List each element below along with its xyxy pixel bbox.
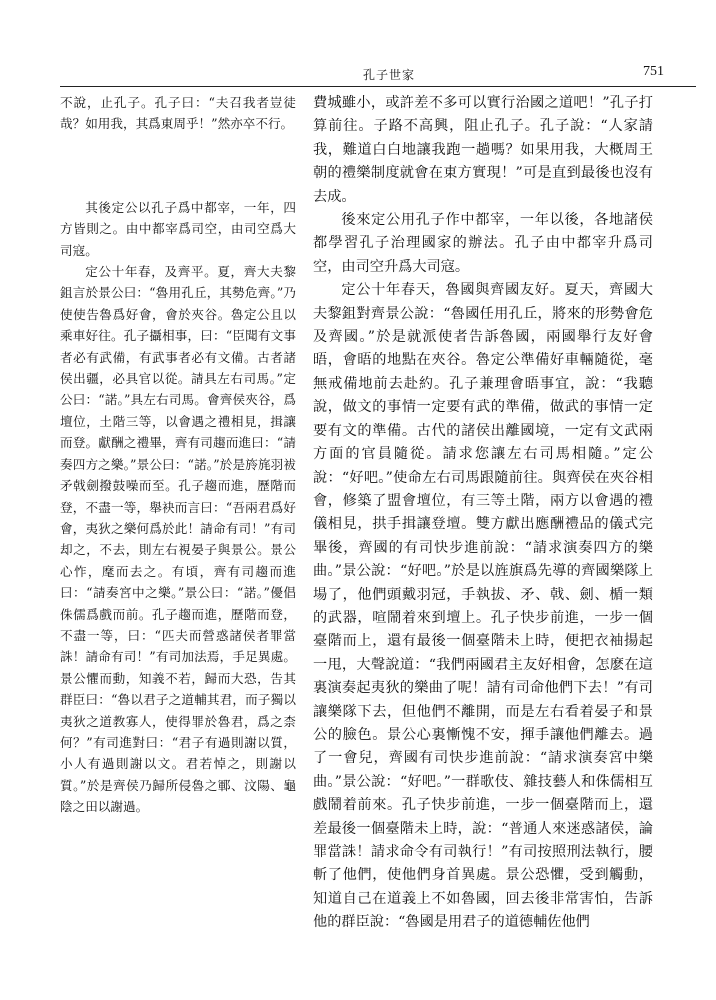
paragraph-gap	[60, 135, 296, 197]
original-paragraph-1: 其後定公以孔子爲中都宰，一年，四方皆則之。由中都宰爲司空，由司空爲大司寇。	[60, 199, 296, 258]
original-paragraph-2: 定公十年春，及齊平。夏，齊大夫黎鉏言於景公曰：“魯用孔丘，其勢危齊。”乃使使告魯爲好會，會於夾谷。魯定公且以乘車好往。孔子攝相事，曰：“臣聞有文事者必有武備，有武事者必有文備。古者諸侯出疆，必具官以從。請具左右司馬。”定公曰：“諾。”具左右司馬。會齊侯夾谷，爲壇位，土階三等，以會遇之禮相見，揖讓而登。獻酬之禮畢，齊有司趨而進曰：“請奏四方之樂。”景公曰：“諾。”於是旍旄羽袚矛戟劍撥鼓噪而至。孔子趨而進，歷階而登，不盡一等，舉袂而言曰：“吾兩君爲好會，夷狄之樂何爲於此！請命有司！”有司却之，不去，則左右視晏子與景公。景公心怍，麾而去之。有頃，齊有司趨而進曰：“請奏宮中之樂。”景公曰：“諾。”優倡侏儒爲戲而前。孔子趨而進，歷階而登，不盡一等，曰：“匹夫而營惑諸侯者罪當誅！請命有司！”有司加法焉，手足異處。景公懼而動，知義不若，歸而大恐，告其群臣曰：“魯以君子之道輔其君，而子獨以夷狄之道教寡人，使得罪於魯君，爲之柰何？”有司進對曰：“君子有過則謝以質，小人有過則謝以文。君若悼之，則謝以質。”於是齊侯乃歸所侵魯之鄆、汶陽、龜陰之田以謝過。	[60, 264, 296, 815]
translation-column	[313, 92, 653, 935]
original-paragraph-0: 不說，止孔子。孔子曰：“夫召我者豈徒哉？如用我，其爲東周乎！”然亦卒不行。	[60, 95, 296, 132]
translation-paragraph-2: 定公十年春天，魯國與齊國友好。夏天，齊國大夫黎鉏對齊景公說：“魯國任用孔丘，將來的形勢會危及齊國。”於是就派使者告訴魯國，兩國舉行友好會晤，會晤的地點在夾谷。魯定公準備好車輛隨從，毫無戒備地前去赴約。孔子兼理會晤事宜，說：“我聽說，做文的事情一定要有武的準備，做武的事情一定要有文的準備。古代的諸侯出離國境，一定有文武兩方面的官員隨從。請求您讓左右司馬相隨。”定公說：“好吧。”使命左右司馬跟隨前往。與齊侯在夾谷相會，修築了盟會壇位，有三等土階，兩方以會遇的禮儀相見，拱手揖讓登壇。雙方獻出應酬禮品的儀式完畢後，齊國的有司快步進前說：“請求演奏四方的樂曲。”景公說：“好吧。”於是以旌旗爲先導的齊國樂隊上場了，他們頭戴羽冠，手執拔、矛、戟、劍、楯一類的武器，喧鬧着來到壇上。孔子快步前進，一步一個臺階而上，還有最後一個臺階未上時，便把衣袖揚起一甩，大聲說道：“我們兩國君主友好相會，怎麽在這裏演奏起夷狄的樂曲了呢！請有司命他們下去！”有司讓樂隊下去，但他們不離開，而是左右看着晏子和景公的臉色。景公心裏慚愧不安，揮手讓他們離去。過了一會兒，齊國有司快步進前說：“請求演奏宮中樂曲。”景公說：“好吧。”一群歌伎、雜技藝人和侏儒相互戲鬧着前來。孔子快步前進，一步一個臺階而上，還差最後一個臺階未上時，說：“普通人來迷惑諸侯，論罪當誅！請求命令有司執行！”有司按照刑法執行，腰斬了他們，使他們身首異處。景公恐懼，受到觸動，知道自己在道義上不如魯國，回去後非常害怕，告訴他的群臣說：“魯國是用君子的道德輔佐他們	[313, 282, 653, 931]
translation-paragraph-1: 後來定公用孔子作中都宰，一年以後，各地諸侯都學習孔子治理國家的辦法。孔子由中都宰升爲司空，由司空升爲大司寇。	[313, 212, 653, 275]
page-number: 751	[643, 64, 664, 79]
translation-paragraph-0: 費城雖小，或許差不多可以實行治國之道吧！”孔子打算前往。子路不高興，阻止孔子。孔子說：“人家請我，難道白白地讓我跑一趟嗎？如果用我，大概周王朝的禮樂制度就會在東方實現！”可是直到最後也沒有去成。	[313, 95, 653, 205]
page-header	[60, 60, 696, 88]
header-rule	[60, 86, 696, 87]
running-title: 孔子世家	[363, 68, 416, 82]
original-text-column	[60, 92, 296, 818]
